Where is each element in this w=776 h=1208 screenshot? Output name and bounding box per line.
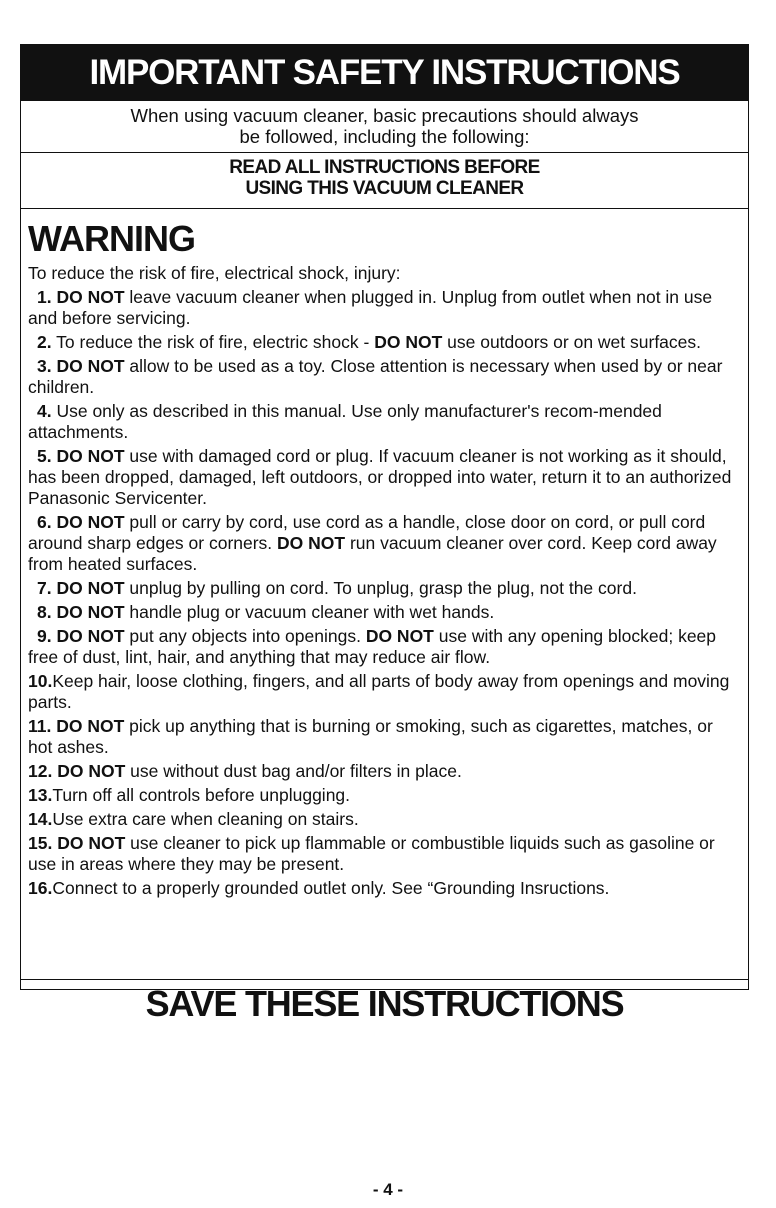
do-not-emphasis: DO NOT: [56, 626, 125, 646]
instruction-item: [28, 356, 740, 398]
instruction-number: 10.: [28, 671, 53, 691]
instruction-item: [28, 602, 740, 623]
instruction-item: [28, 716, 740, 758]
instruction-number: 16.: [28, 878, 53, 898]
instruction-number: 12.: [28, 761, 58, 781]
read-all-line-2: USING THIS VACUUM CLEANER: [245, 178, 524, 199]
instruction-item: [28, 809, 740, 830]
instruction-item: [28, 878, 740, 899]
do-not-emphasis: DO NOT: [365, 626, 434, 646]
instruction-text: Use extra care when cleaning on stairs.: [52, 809, 359, 829]
instruction-text: pull or carry by cord, use cord as a handle, close door on cord, or pull cord around sharp edges or corners.: [28, 512, 706, 553]
do-not-emphasis: DO NOT: [56, 356, 125, 376]
instruction-number: 4.: [37, 401, 52, 421]
instruction-text: allow to be used as a toy. Close attention is necessary when used by or near children.: [28, 356, 723, 397]
instruction-item: [28, 833, 740, 875]
instruction-item: [28, 578, 740, 599]
instruction-list: [28, 287, 740, 899]
instruction-item: [28, 671, 740, 713]
instruction-number: 6.: [37, 512, 57, 532]
instruction-item: [28, 785, 740, 806]
instruction-item: [28, 401, 740, 443]
intro-line-1: When using vacuum cleaner, basic precautions should always: [130, 105, 639, 126]
instruction-item: [28, 446, 740, 509]
instruction-number: 15.: [28, 833, 58, 853]
instruction-text: unplug by pulling on cord. To unplug, grasp the plug, not the cord.: [124, 578, 637, 598]
instruction-text: Keep hair, loose clothing, fingers, and all parts of body away from openings and moving parts.: [28, 671, 730, 712]
do-not-emphasis: DO NOT: [56, 578, 125, 598]
intro-line-2: be followed, including the following:: [239, 126, 530, 147]
instruction-number: 7.: [37, 578, 57, 598]
warning-section: [21, 219, 748, 980]
do-not-emphasis: DO NOT: [56, 602, 125, 622]
instruction-number: 9.: [37, 626, 57, 646]
do-not-emphasis: DO NOT: [56, 512, 125, 532]
instruction-text: run vacuum cleaner over cord. Keep cord away from heated surfaces.: [28, 533, 717, 574]
do-not-emphasis: DO NOT: [277, 533, 346, 553]
instruction-text: handle plug or vacuum cleaner with wet hands.: [124, 602, 495, 622]
instruction-text: use without dust bag and/or filters in place.: [125, 761, 462, 781]
do-not-emphasis: DO NOT: [56, 287, 125, 307]
instruction-number: 11.: [28, 716, 57, 736]
instruction-number: 14.: [28, 809, 53, 829]
instruction-number: 8.: [37, 602, 57, 622]
do-not-emphasis: DO NOT: [57, 761, 126, 781]
warning-title: WARNING: [28, 218, 195, 259]
instruction-item: [28, 512, 740, 575]
instruction-number: 3.: [37, 356, 57, 376]
save-instructions-heading: SAVE THESE INSTRUCTIONS: [145, 983, 624, 1024]
instruction-text: use with damaged cord or plug. If vacuum cleaner is not working as it should, has been dropped, damaged, left outdoors, or dropped into water, return it to an authorized Panasonic Servicenter.: [28, 446, 732, 508]
page-number: - 4 -: [372, 1180, 404, 1199]
banner-title: IMPORTANT SAFETY INSTRUCTIONS: [21, 45, 748, 101]
instruction-text: Use only as described in this manual. Use only manufacturer's recom-mended attachments.: [28, 401, 662, 442]
instruction-text: use outdoors or on wet surfaces.: [442, 332, 702, 352]
instruction-number: 5.: [37, 446, 57, 466]
read-all-notice: [21, 153, 748, 209]
instruction-text: To reduce the risk of fire, electric shock -: [51, 332, 375, 352]
instruction-item: [28, 761, 740, 782]
instruction-text: leave vacuum cleaner when plugged in. Unplug from outlet when not in use and before servicing.: [28, 287, 713, 328]
do-not-emphasis: DO NOT: [57, 833, 126, 853]
instruction-item: [28, 626, 740, 668]
instruction-text: Connect to a properly grounded outlet only. See “Grounding Insructions.: [52, 878, 610, 898]
instruction-item: [28, 332, 740, 353]
do-not-emphasis: DO NOT: [56, 716, 125, 736]
warning-lead: To reduce the risk of fire, electrical shock, injury:: [28, 263, 401, 283]
safety-instructions-box: [20, 44, 749, 1024]
do-not-emphasis: DO NOT: [374, 332, 443, 352]
instruction-text: use with any opening blocked; keep free of dust, lint, hair, and anything that may reduce air flow.: [28, 626, 717, 667]
instruction-item: [28, 287, 740, 329]
do-not-emphasis: DO NOT: [56, 446, 125, 466]
instruction-number: 13.: [28, 785, 53, 805]
instruction-text: use cleaner to pick up flammable or combustible liquids such as gasoline or use in areas where they may be present.: [28, 833, 715, 874]
instruction-number: 2.: [37, 332, 52, 352]
intro-text: [21, 101, 748, 153]
read-all-line-1: READ ALL INSTRUCTIONS BEFORE: [229, 157, 540, 178]
instruction-text: pick up anything that is burning or smoking, such as cigarettes, matches, or hot ashes.: [28, 716, 713, 757]
instruction-text: Turn off all controls before unplugging.: [52, 785, 351, 805]
instruction-number: 1.: [37, 287, 57, 307]
instruction-text: put any objects into openings.: [124, 626, 366, 646]
